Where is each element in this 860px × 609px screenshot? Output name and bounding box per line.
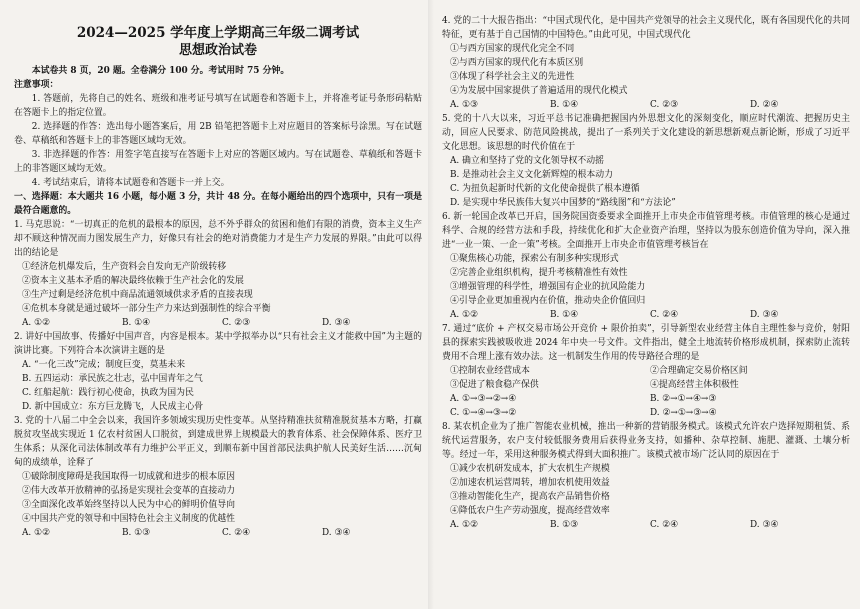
question-8	[442, 420, 850, 532]
answer-choices	[442, 518, 850, 532]
note-item: 1. 答题前，先将自己的姓名、班级和准考证号填写在试题卷和答题卡上，并将准考证号条形码粘贴在答题卡上的指定位置。	[14, 94, 422, 118]
question-stem: 8. 某农机企业为了推广智能农业机械，推出一种新的营销服务模式。该模式允许农户选择短期租赁、系统代运营服务，农户支付较低服务费用后获得业务支持，如播种、杂草控制、施肥、灌溉、土壤分析等。经过一年，采用这种服务模式得到大面积推广。该模式被市场广泛认同的原因在于	[442, 422, 850, 460]
statement-item: ③生产过剩是经济危机中商品流通领域供求矛盾的直接表现	[22, 290, 253, 300]
choice-d: D. 新中国成立：东方巨龙腾飞，人民成主心骨	[22, 402, 204, 412]
statement-item: ②完善企业组织机构，提升考核精准性有效性	[450, 268, 628, 278]
choice-a: A. “一化三改”完成；制度巨变，莫基未来	[22, 360, 186, 370]
choice-c: C. 红船起航：践行初心使命，执政为国为民	[22, 388, 194, 398]
note-item: 2. 选择题的作答：选出每小题答案后，用 2B 铅笔把答题卡上对应题目的答案标号涂黑。写在试题卷、草稿纸和答题卡上的非答题区域均无效。	[14, 122, 422, 146]
choice-b: B. 是推动社会主义文化新辉煌的根本动力	[450, 170, 614, 180]
choice-b: B. ①④	[550, 100, 579, 110]
exam-intro: 本试卷共 8 页，20 题。全卷满分 100 分。考试用时 75 分钟。	[31, 66, 290, 76]
choice-d: D. ③④	[322, 528, 351, 538]
choice-d: D. ②→①→③→④	[650, 408, 717, 418]
statement-item: ①破除制度障碍是我国取得一切成就和进步的根本原因	[22, 472, 235, 482]
question-7	[442, 322, 850, 420]
statement-item: ③促进了粮食稳产保供	[450, 380, 539, 390]
choice-a: A. ①③	[450, 100, 478, 110]
choice-a: A. ①②	[450, 520, 478, 530]
choice-b: B. ①④	[122, 318, 151, 328]
question-stem: 5. 党的十八大以来，习近平总书记准确把握国内外思想文化的深刻变化，顺应时代潮流、把握历史主动，回应人民要求、防范风险挑战，提出了一系列关于文化建设的新思想新观点新论断，形成了习近平文化思想。该思想的时代价值在于	[442, 114, 850, 152]
notes-title: 注意事项：	[14, 80, 59, 90]
choice-d: D. ③④	[750, 520, 779, 530]
choice-c: C. ②③	[222, 318, 251, 328]
statement-item: ③增强管理的科学性，增强国有企业的抗风险能力	[450, 282, 646, 292]
statement-item: ①聚焦核心功能，探索公有制多种实现形式	[450, 254, 619, 264]
choice-b: B. ①③	[122, 528, 151, 538]
right-column	[440, 14, 850, 609]
note-item: 3. 非选择题的作答：用签字笔直接写在答题卡上对应的答题区域内。写在试题卷、草稿纸和答题卡上的非答题区域均无效。	[14, 150, 422, 174]
choice-b: B. ①④	[550, 310, 579, 320]
choice-b: B. 五四运动：承民族之壮志，弘中国青年之气	[22, 374, 203, 384]
question-stem: 4. 党的二十大报告指出：“中国式现代化，是中国共产党领导的社会主义现代化，既有各国现代化的共同特征，更有基于自己国情的中国特色。”由此可见，中国式现代化	[442, 16, 850, 40]
note-item: 4. 考试结束后，请将本试题卷和答题卡一并上交。	[31, 178, 230, 188]
choice-a: A. ①②	[22, 528, 50, 538]
choice-c: C. ②④	[222, 528, 251, 538]
choice-d: D. ②④	[750, 100, 779, 110]
question-stem: 2. 讲好中国故事、传播好中国声音，内容是根本。某中学拟举办以“只有社会主义才能救中国”为主题的演讲比赛。下列符合本次演讲主题的是	[14, 332, 422, 356]
statement-item: ④为发展中国家提供了普遍适用的现代化模式	[450, 86, 628, 96]
choice-c: C. ②④	[650, 520, 679, 530]
question-2	[14, 330, 422, 414]
statement-item: ④引导企业更加重视内在价值，推动央企价值回归	[450, 296, 646, 306]
question-stem: 3. 党的十八届二中全会以来，我国许多领域实现历史性变革。从坚持精准扶贫精准脱贫基本方略，打赢脱贫攻坚战实现近 1 亿农村贫困人口脱贫，到建成世界上规模最大的教育体系、社会保障体系、医疗卫生体系；从深化司法体制改革有力维护公平正义，到顺布新中国首部民法典护航人民美好生活……沉甸甸的成绩单，诠释了	[14, 416, 422, 468]
choice-a: A. ①②	[22, 318, 50, 328]
statement-grid	[442, 364, 850, 392]
answer-choices	[442, 98, 850, 112]
choice-c: C. ①→④→③→②	[450, 408, 517, 418]
answer-choices	[14, 316, 422, 330]
answer-choices	[14, 526, 422, 540]
question-5	[442, 112, 850, 210]
question-stem: 6. 新一轮国企改革已开启，国务院国资委要求全面推开上市央企市值管理考核。市值管理的核心是通过科学、合规的经营方法和手段，持续优化和扩大企业资产治理，坚持以为股东创造价值为导向，深入推进“一业一策、一企一策”考核。全面推开上市央企市值管理考核旨在	[442, 212, 850, 250]
statement-item: ④降低农户生产劳动强度，提高经营效率	[450, 506, 610, 516]
exam-subtitle: 思想政治试卷	[178, 43, 257, 58]
question-stem: 7. 通过“底价 + 产权交易市场公开竞价 + 限价拍卖”，引导新型农业经营主体自主理性参与竞价，射阳县的探索实践被吸收进 2024 年中央一号文件。文件指出，健全土地流转价格形成机制，探索防止流转费用不合理上涨有效办法。这一机制发生作用的传导路径合理的是	[442, 324, 850, 362]
choice-a: A. 确立和坚持了党的文化领导权不动摇	[450, 156, 605, 166]
choice-d: D. ③④	[322, 318, 351, 328]
choice-d: D. 是实现中华民族伟大复兴中国梦的“路线图”和“方法论”	[450, 198, 676, 208]
choice-a: A. ①②	[450, 310, 478, 320]
statement-item: ②加速农机运营周转，增加农机使用效益	[450, 478, 610, 488]
statement-item: ①控制农业经营成本	[450, 366, 530, 376]
choice-c: C. ②③	[650, 100, 679, 110]
statement-item: ①减少农机研发成本，扩大农机生产规模	[450, 464, 610, 474]
statement-item: ④危机本身就是通过破坏一部分生产力来达到强制性的综合平衡	[22, 304, 271, 314]
statement-item: ③推动智能化生产，提高农产品销售价格	[450, 492, 610, 502]
page-fold-shadow	[428, 0, 434, 609]
statement-item: ②合理确定交易价格区间	[650, 366, 748, 376]
left-column	[14, 14, 428, 609]
choice-b: B. ①③	[550, 520, 579, 530]
choice-c: C. ②④	[650, 310, 679, 320]
statement-item: ②与西方国家的现代化有本质区别	[450, 58, 584, 68]
statement-item: ③全面深化改革始终坚持以人民为中心的鲜明价值导向	[22, 500, 235, 510]
choice-d: D. ③④	[750, 310, 779, 320]
answer-choices	[442, 392, 850, 420]
statement-item: ①与西方国家的现代化完全不同	[450, 44, 575, 54]
statement-item: ④中国共产党的领导和中国特色社会主义制度的优越性	[22, 514, 235, 524]
question-3	[14, 414, 422, 540]
answer-choices	[442, 308, 850, 322]
section-heading: 一、选择题：本大题共 16 小题，每小题 3 分，共计 48 分。在每小题给出的四个选项中，只有一项是最符合题意的。	[14, 192, 422, 216]
statement-item: ②伟大改革开放精神的弘扬是实现社会变革的直接动力	[22, 486, 235, 496]
question-stem: 1. 马克思说：“一切真正的危机的最根本的原因，总不外乎群众的贫困和他们有限的消费，资本主义生产却不顾这种情况而力图发展生产力，好像只有社会的绝对消费能力才是生产力发展的界限。”由此可以得出的结论是	[14, 220, 422, 258]
question-1	[14, 218, 422, 330]
choice-a: A. ①→③→②→④	[450, 394, 517, 404]
statement-item: ④提高经营主体积极性	[650, 380, 739, 390]
statement-item: ②资本主义基本矛盾的解决最终依赖于生产社会化的发展	[22, 276, 244, 286]
statement-item: ①经济危机爆发后，生产资料会自发向无产阶级转移	[22, 262, 227, 272]
choice-c: C. 为扭负起新时代新的文化使命提供了根本遵循	[450, 184, 640, 194]
choice-b: B. ②→①→④→③	[650, 394, 717, 404]
question-4	[442, 14, 850, 112]
question-6	[442, 210, 850, 322]
statement-item: ③体现了科学社会主义的先进性	[450, 72, 575, 82]
exam-title: 2024—2025 学年度上学期高三年级二调考试	[76, 25, 360, 41]
